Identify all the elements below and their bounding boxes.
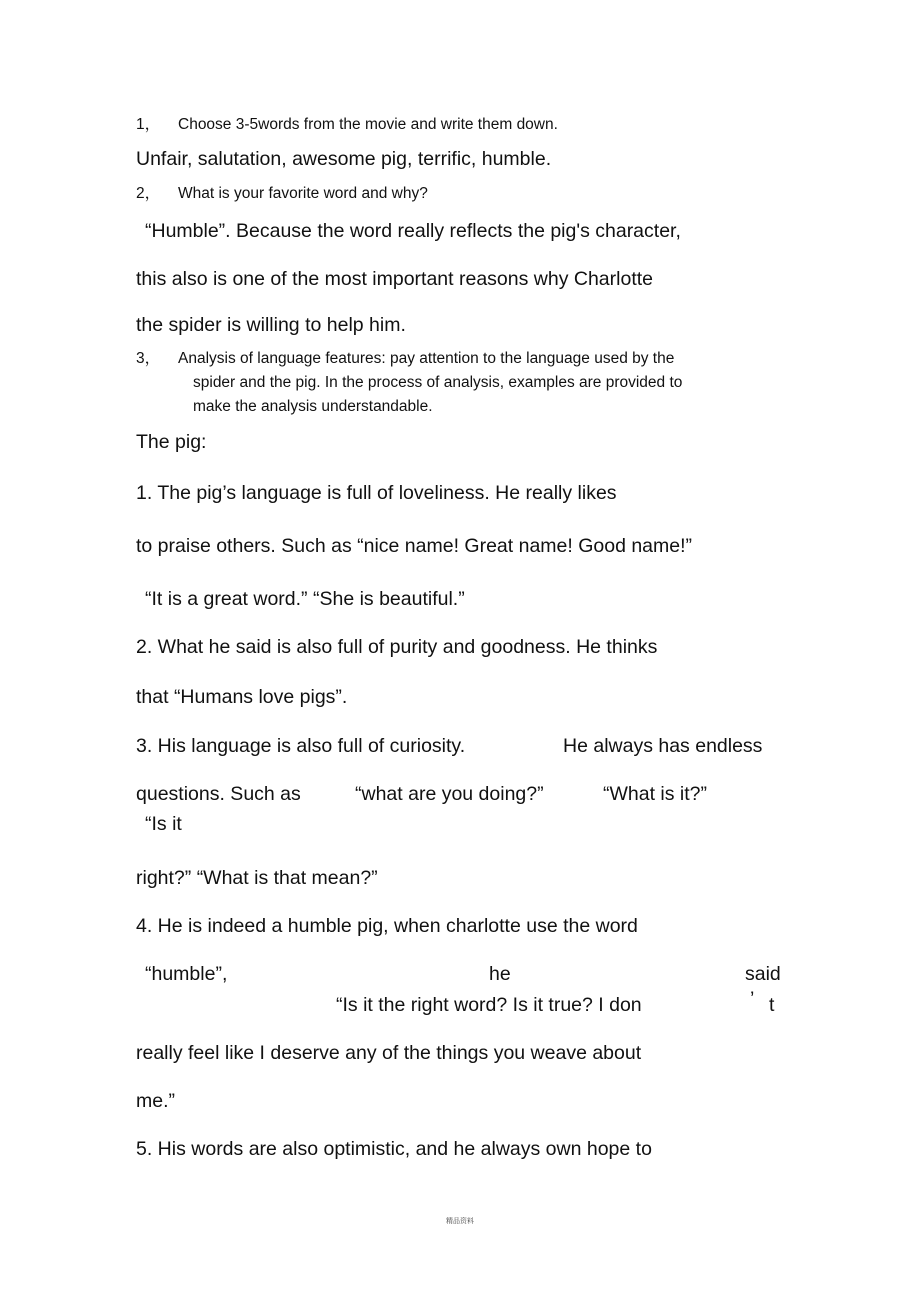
pig-point-4-line-3a: “Is it the right word? Is it true? I don — [336, 994, 642, 1016]
pig-point-4-line-3c: t — [769, 994, 775, 1016]
pig-point-3-line-4: right?” “What is that mean?” — [136, 867, 378, 889]
question-2 — [136, 186, 428, 202]
page-footer: 精品资料 — [446, 1218, 474, 1225]
section-heading-pig: The pig: — [136, 431, 207, 453]
question-3-text-line-1: Analysis of language features: pay attention to the language used by the — [178, 350, 675, 367]
pig-point-3-line-2b: “what are you doing?” — [355, 783, 544, 805]
pig-point-1-line-1: 1. The pig’s language is full of loveliness. He really likes — [136, 482, 617, 504]
answer-2-line-1: “Humble”. Because the word really reflects the pig's character, — [145, 220, 681, 242]
pig-point-4-line-2b: he — [489, 963, 511, 985]
pig-point-4-line-3b: ’ — [750, 988, 755, 1010]
pig-point-4-line-2a: “humble”, — [145, 963, 228, 985]
pig-point-2-line-1: 2. What he said is also full of purity and goodness. He thinks — [136, 636, 658, 658]
question-3 — [136, 351, 674, 367]
pig-point-3-line-2c: “What is it?” — [603, 783, 708, 805]
pig-point-1-line-3: “It is a great word.” “She is beautiful.” — [145, 588, 465, 610]
question-2-number: 2， — [136, 185, 161, 202]
pig-point-4-line-5: me.” — [136, 1090, 175, 1112]
question-1 — [136, 117, 558, 133]
question-2-text: What is your favorite word and why? — [178, 185, 428, 202]
pig-point-4-line-4: really feel like I deserve any of the things you weave about — [136, 1042, 642, 1064]
question-3-number: 3， — [136, 350, 161, 367]
pig-point-3-line-2a: questions. Such as — [136, 783, 301, 805]
pig-point-3-line-1b: He always has endless — [563, 735, 763, 757]
question-1-text: Choose 3-5words from the movie and write them down. — [178, 116, 558, 133]
answer-2-line-3: the spider is willing to help him. — [136, 314, 406, 336]
question-3-text-line-2: spider and the pig. In the process of analysis, examples are provided to — [193, 374, 683, 391]
pig-point-2-line-2: that “Humans love pigs”. — [136, 686, 348, 708]
pig-point-5-line-1: 5. His words are also optimistic, and he always own hope to — [136, 1138, 652, 1160]
pig-point-3-line-3: “Is it — [145, 813, 182, 835]
pig-point-4-line-1: 4. He is indeed a humble pig, when charlotte use the word — [136, 915, 638, 937]
question-1-number: 1， — [136, 116, 161, 133]
answer-2-line-2: this also is one of the most important reasons why Charlotte — [136, 268, 653, 290]
answer-1: Unfair, salutation, awesome pig, terrific, humble. — [136, 148, 552, 170]
pig-point-1-line-2: to praise others. Such as “nice name! Great name! Good name!” — [136, 535, 693, 557]
pig-point-4-line-2c: said — [745, 963, 781, 985]
question-3-text-line-3: make the analysis understandable. — [193, 398, 433, 415]
pig-point-3-line-1a: 3. His language is also full of curiosity. — [136, 735, 466, 757]
